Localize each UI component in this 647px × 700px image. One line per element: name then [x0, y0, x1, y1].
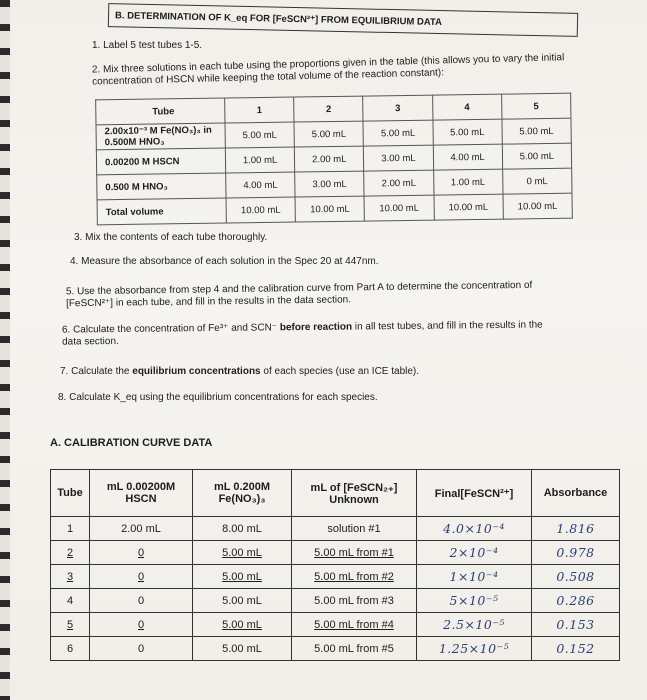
- final-concentration: 4.0×10⁻⁴: [417, 517, 532, 541]
- hscn-volume: 0: [90, 565, 193, 589]
- step-7-emphasis: equilibrium concentrations: [132, 366, 261, 377]
- table-cell: 4.00 mL: [226, 172, 296, 198]
- table-header-cell: mL 0.00200M HSCN: [90, 470, 193, 517]
- row-label: 0.00200 M HSCN: [96, 148, 225, 175]
- tube-number: 3: [51, 565, 90, 589]
- step-3: 3. Mix the contents of each tube thoroughly.: [74, 232, 268, 243]
- table-cell: 3.00 mL: [295, 171, 365, 197]
- tube-number: 5: [51, 613, 90, 637]
- table-cell: 2.00 mL: [364, 170, 434, 196]
- fe-volume: 5.00 mL: [193, 637, 292, 661]
- step-6-emphasis: before reaction: [279, 321, 353, 334]
- table-cell: 10.00 mL: [503, 193, 573, 219]
- unknown-volume: 5.00 mL from #5: [292, 637, 417, 661]
- table-cell: 10.00 mL: [226, 197, 296, 223]
- step-2: 2. Mix three solutions in each tube using the proportions given in the table (this allows you to vary the initial concentration of HSCN while keeping the total volume of the reaction constant):: [91, 52, 565, 88]
- table-header-cell: Tube: [51, 470, 90, 517]
- calibration-table: [50, 469, 620, 661]
- row-label: 2.00x10⁻³ M Fe(NO₃)₃ in 0.500M HNO₃: [96, 123, 225, 150]
- section-b-title: B. DETERMINATION OF K_eq FOR [FeSCN²⁺] FROM EQUILIBRIUM DATA: [108, 3, 578, 37]
- table-row: [51, 565, 620, 589]
- unknown-volume: 5.00 mL from #1: [292, 541, 417, 565]
- final-concentration: 2.5×10⁻⁵: [417, 613, 532, 637]
- tube-number: 6: [51, 637, 90, 661]
- hscn-volume: 0: [90, 613, 193, 637]
- final-concentration: 1×10⁻⁴: [417, 565, 532, 589]
- table-header-cell: 5: [501, 93, 571, 119]
- table-cell: 5.00 mL: [433, 119, 503, 145]
- absorbance: 1.816: [532, 517, 620, 541]
- table-row: [51, 637, 620, 661]
- tube-number: 4: [51, 589, 90, 613]
- table-cell: 5.00 mL: [502, 118, 572, 144]
- table-cell: 10.00 mL: [295, 196, 365, 222]
- absorbance: 0.152: [532, 637, 620, 661]
- fe-volume: 8.00 mL: [193, 517, 292, 541]
- table-cell: 5.00 mL: [225, 122, 295, 148]
- table-header-cell: 1: [225, 97, 295, 123]
- absorbance: 0.153: [532, 613, 620, 637]
- table-header-cell: mL of [FeSCN₂₊] Unknown: [292, 470, 417, 517]
- table-row: [51, 541, 620, 565]
- step-8: 8. Calculate K_eq using the equilibrium concentrations for each species.: [58, 392, 378, 403]
- row-label: Total volume: [97, 198, 226, 225]
- table-row: [51, 613, 620, 637]
- step-6-text-end: in all test tubes, and fill in the results in the data section.: [62, 319, 543, 348]
- unknown-volume: solution #1: [292, 517, 417, 541]
- table-header-cell: 4: [432, 94, 502, 120]
- unknown-volume: 5.00 mL from #3: [292, 589, 417, 613]
- tube-number: 1: [51, 517, 90, 541]
- table-header-cell: 3: [363, 95, 433, 121]
- table-header-row: [51, 470, 620, 517]
- table-cell: 3.00 mL: [364, 145, 434, 171]
- fe-volume: 5.00 mL: [193, 565, 292, 589]
- fe-volume: 5.00 mL: [193, 613, 292, 637]
- fe-volume: 5.00 mL: [193, 541, 292, 565]
- step-7-text: 7. Calculate the: [60, 366, 133, 377]
- hscn-volume: 0: [90, 637, 193, 661]
- table-cell: 2.00 mL: [295, 146, 365, 172]
- step-6: [62, 319, 552, 348]
- fe-volume: 5.00 mL: [193, 589, 292, 613]
- table-cell: 0 mL: [502, 168, 572, 194]
- step-1: 1. Label 5 test tubes 1-5.: [92, 40, 203, 51]
- tube-number: 2: [51, 541, 90, 565]
- table-cell: 5.00 mL: [294, 121, 364, 147]
- mix-proportions-table: [95, 93, 573, 226]
- final-concentration: 5×10⁻⁵: [417, 589, 532, 613]
- table-cell: 1.00 mL: [433, 169, 503, 195]
- table-header-cell: Tube: [96, 98, 225, 125]
- table-row: [51, 589, 620, 613]
- step-5: 5. Use the absorbance from step 4 and the calibration curve from Part A to determine the concentration of [FeSCN²⁺] in each tube, and fill in the results in the data section.: [65, 279, 533, 310]
- table-row: [51, 517, 620, 541]
- table-header-cell: 2: [294, 96, 364, 122]
- table-cell: 4.00 mL: [433, 144, 503, 170]
- final-concentration: 1.25×10⁻⁵: [417, 637, 532, 661]
- table-cell: 10.00 mL: [364, 195, 434, 221]
- step-4: 4. Measure the absorbance of each solution in the Spec 20 at 447nm.: [70, 256, 379, 267]
- table-header-cell: Final[FeSCN²⁺]: [417, 470, 532, 517]
- step-7-text-end: of each species (use an ICE table).: [260, 366, 420, 377]
- table-cell: 5.00 mL: [363, 120, 433, 146]
- final-concentration: 2×10⁻⁴: [417, 541, 532, 565]
- calibration-section-title: A. CALIBRATION CURVE DATA: [50, 437, 213, 449]
- hscn-volume: 2.00 mL: [90, 517, 193, 541]
- step-6-text: 6. Calculate the concentration of Fe³⁺ and SCN⁻: [61, 322, 280, 336]
- step-7: [60, 366, 419, 378]
- table-cell: 5.00 mL: [502, 143, 572, 169]
- table-cell: 1.00 mL: [225, 147, 295, 173]
- hscn-volume: 0: [90, 589, 193, 613]
- absorbance: 0.508: [532, 565, 620, 589]
- hscn-volume: 0: [90, 541, 193, 565]
- table-header-cell: Absorbance: [532, 470, 620, 517]
- absorbance: 0.286: [532, 589, 620, 613]
- table-header-cell: mL 0.200M Fe(NO₃)₃: [193, 470, 292, 517]
- table-cell: 10.00 mL: [434, 194, 504, 220]
- unknown-volume: 5.00 mL from #4: [292, 613, 417, 637]
- unknown-volume: 5.00 mL from #2: [292, 565, 417, 589]
- row-label: 0.500 M HNO₃: [97, 173, 226, 200]
- absorbance: 0.978: [532, 541, 620, 565]
